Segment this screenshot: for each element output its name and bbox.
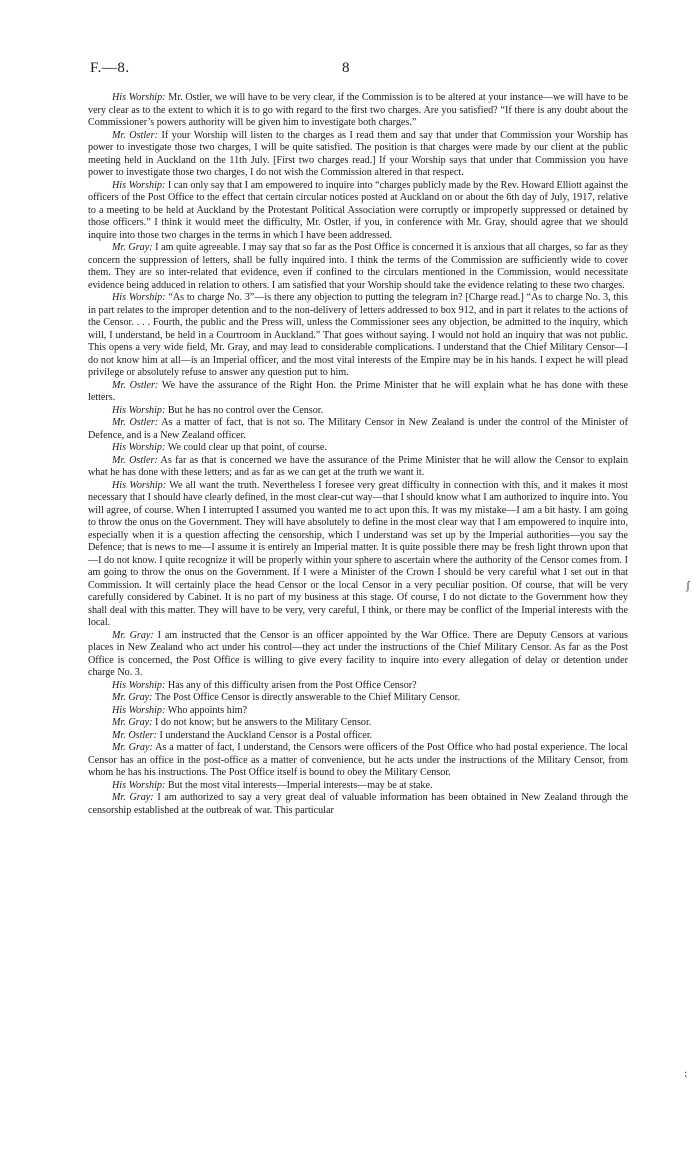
speaker-label: Mr. Gray: (112, 692, 153, 703)
speaker-label: His Worship: (112, 292, 166, 303)
speech-text: If your Worship will listen to the charges as I read them and say that under that Commission your Worship has power to investigate those two charges, I will be quite satisfied. The position is that charges were made by our client at the public meeting held in Auckland on the 11th July. [First two charges read.] If your Worship says that under that Commission you have power to investigate those two charges, I do not wish the Commission altered in that respect. (88, 129, 629, 178)
speaker-label: Mr. Gray: (112, 717, 153, 728)
speaker-label: Mr. Ostler: (112, 379, 159, 391)
transcript-paragraph (88, 680, 628, 693)
speech-text: I do not know; but he answers to the Military Censor. (152, 717, 372, 728)
speaker-label: His Worship: (112, 679, 166, 691)
speaker-label: His Worship: (112, 479, 167, 491)
speech-text: I understand the Auckland Censor is a Postal officer. (157, 729, 373, 741)
speech-text: “As to charge No. 3”—is there any objection to putting the telegram in? [Charge read.] “As to charge No. 3, this in part relates to the improper detention and to the non-delivery of letters addressed to box 912, and in part it relates to the actions of the Censor. . . . Fourth, the public and the Press will, unless the Commissioner sees any objection, be admitted to the inquiry, which will, I understand, be held in a Courtroom in Auckland.” That goes without saying. I would not hold an inquiry that was not public. This opens a very wide field, Mr. Gray, and may lead to considerable complications. I understand that the Chief Military Censor—I do not know him at all—is an Imperial officer, and the most vital interests of the Empire may be in his hands. I expect he will plead privilege or absolutely refuse to answer any question put to him. (88, 292, 628, 378)
document-reference: F.—8. (90, 60, 130, 76)
speech-text: I can only say that I am empowered to inquire into “charges publicly made by the Rev. Howard Elliott against the officers of the Post Office to the effect that certain circular notices posted at Auckland on or about the 6th day of July, 1917, relative to a meeting to be held at Auckland by the Protestant Political Association were corruptly or improperly suppressed or detained by those officers.” I think it would meet the difficulty, Mr. Ostler, if you, in conference with Mr. Gray, should agree that we should inquire into those two charges in the terms in which I have been addressed. (88, 179, 628, 241)
speaker-label: Mr. Ostler: (112, 129, 158, 141)
transcript-paragraph (88, 692, 628, 705)
speaker-label: His Worship: (112, 442, 166, 453)
margin-mark: ʃ (686, 578, 690, 592)
transcript-paragraph (88, 742, 628, 780)
speech-text: As a matter of fact, I understand, the Censors were officers of the Post Office who had postal experience. The local Censor has an office in the post-office as a matter of convenience, but he acts under the instructions of the Military Censor, from whom he has his instructions. The Post Office itself is bound to obey the Military Censor. (88, 742, 628, 778)
speaker-label: His Worship: (112, 704, 166, 716)
transcript-paragraph (88, 292, 628, 380)
transcript-paragraph (88, 242, 628, 292)
speaker-label: Mr. Gray: (112, 629, 154, 641)
transcript-paragraph (88, 405, 628, 418)
transcript-paragraph (88, 792, 628, 817)
margin-mark: ⁏ (684, 1068, 688, 1079)
transcript-paragraph (88, 130, 628, 180)
transcript-paragraph (88, 455, 628, 480)
speaker-label: Mr. Gray: (112, 242, 153, 253)
transcript-paragraph (88, 780, 628, 793)
speech-text: Mr. Ostler, we will have to be very clear, if the Commission is to be altered at your instance—we will have to be very clear as to the extent to which it is to go with regard to the first two charges. Are you satisfied? “If there is any doubt about the Commissioner’s powers authority will be given him to investigate both charges.” (88, 92, 628, 128)
speech-text: Has any of this difficulty arisen from the Post Office Censor? (165, 679, 417, 691)
speech-text: The Post Office Censor is directly answerable to the Chief Military Censor. (152, 692, 461, 703)
speech-text: We could clear up that point, of course. (165, 442, 327, 453)
speaker-label: His Worship: (112, 92, 166, 103)
transcript-paragraph (88, 730, 628, 743)
transcript-paragraph (88, 180, 628, 243)
speech-text: As a matter of fact, that is not so. The Military Censor in New Zealand is under the control of the Minister of Defence, and is a New Zealand officer. (88, 417, 628, 441)
speech-text: I am instructed that the Censor is an officer appointed by the War Office. There are Deputy Censors at various places in New Zealand who act under his control—they act under the instructions of the Chief Military Censor. As far as the Post Office is concerned, the Post Office is willing to give every facility to inquire into every allegation of delay or detention under charge No. 3. (88, 629, 629, 678)
speaker-label: Mr. Ostler: (112, 454, 158, 466)
transcript-paragraph (88, 717, 628, 730)
speaker-label: Mr. Gray: (112, 742, 153, 753)
transcript-paragraph (88, 630, 628, 680)
document-body (88, 92, 628, 817)
transcript-paragraph (88, 480, 628, 630)
page-header (90, 60, 620, 80)
speaker-label: His Worship: (112, 179, 166, 191)
speech-text: I am authorized to say a very great deal of valuable information has been obtained in New Zealand through the censorship established at the outbreak of war. This particular (88, 792, 628, 816)
speaker-label: His Worship: (112, 404, 166, 416)
transcript-paragraph (88, 417, 628, 442)
speech-text: Who appoints him? (165, 704, 248, 716)
speech-text: As far as that is concerned we have the assurance of the Prime Minister that he will allow the Censor to explain what he has done with these letters; and as far as we can get at the truth we want it. (88, 454, 629, 478)
transcript-paragraph (88, 92, 628, 130)
transcript-paragraph (88, 705, 628, 718)
speaker-label: Mr. Gray: (112, 792, 154, 803)
speaker-label: Mr. Ostler: (112, 417, 159, 428)
transcript-paragraph (88, 380, 628, 405)
speech-text: We all want the truth. Nevertheless I foresee very great difficulty in connection with this, and it makes it most necessary that I should have clearly defined, in the most clear-cut way—that I should know what I am authorized to inquire into. You will agree, of course. When I interrupted I assumed you wanted me to act upon this. It was my mistake—I am a bit hasty. I am going to throw the onus on the Government. They will have absolutely to define in the most clear way that I am empowered to inquire into, especially when it is a question affecting the censorship, which I understand was set up by the Imperial authorities—you say the Defence; that is news to me—I assume it is entirely an Imperial matter. It is quite possible there may be fresh light thrown upon that—I do not know. I quite recognize it will be properly within your sphere to ascertain where the authority of the Censor comes from. I am going to throw the onus on the Government. If I were a Minister of the Crown I should be very careful what I set out in that Commission. It will certainly place the head Censor or the local Censor in a very peculiar position. Of course, that will be very carefully considered by Cabinet. It is no part of my business at this stage. Of course, I do not dictate to the Government how they shall deal with this matter. They will have to be very, very careful, I think, or there may be conflict of the Imperial interests with the local. (88, 479, 628, 628)
page-number: 8 (342, 60, 350, 76)
speech-text: But the most vital interests—Imperial interests—may be at stake. (165, 779, 433, 791)
speaker-label: His Worship: (112, 779, 166, 791)
speaker-label: Mr. Ostler: (112, 729, 157, 741)
transcript-paragraph (88, 442, 628, 455)
speech-text: We have the assurance of the Right Hon. the Prime Minister that he will explain what he has done with these letters. (88, 379, 629, 403)
speech-text: But he has no control over the Censor. (165, 404, 324, 416)
speech-text: I am quite agreeable. I may say that so far as the Post Office is concerned it is anxious that all charges, so far as they concern the suppression of letters, shall be fully inquired into. I think the terms of the Commission are sufficiently wide to cover them. They are so inter-related that evidence, even if confined to the circulars mentioned in the Commission, would necessitate evidence being adduced in relation to others. I am satisfied that your Worship should take the evidence relating to these two charges. (88, 242, 628, 291)
